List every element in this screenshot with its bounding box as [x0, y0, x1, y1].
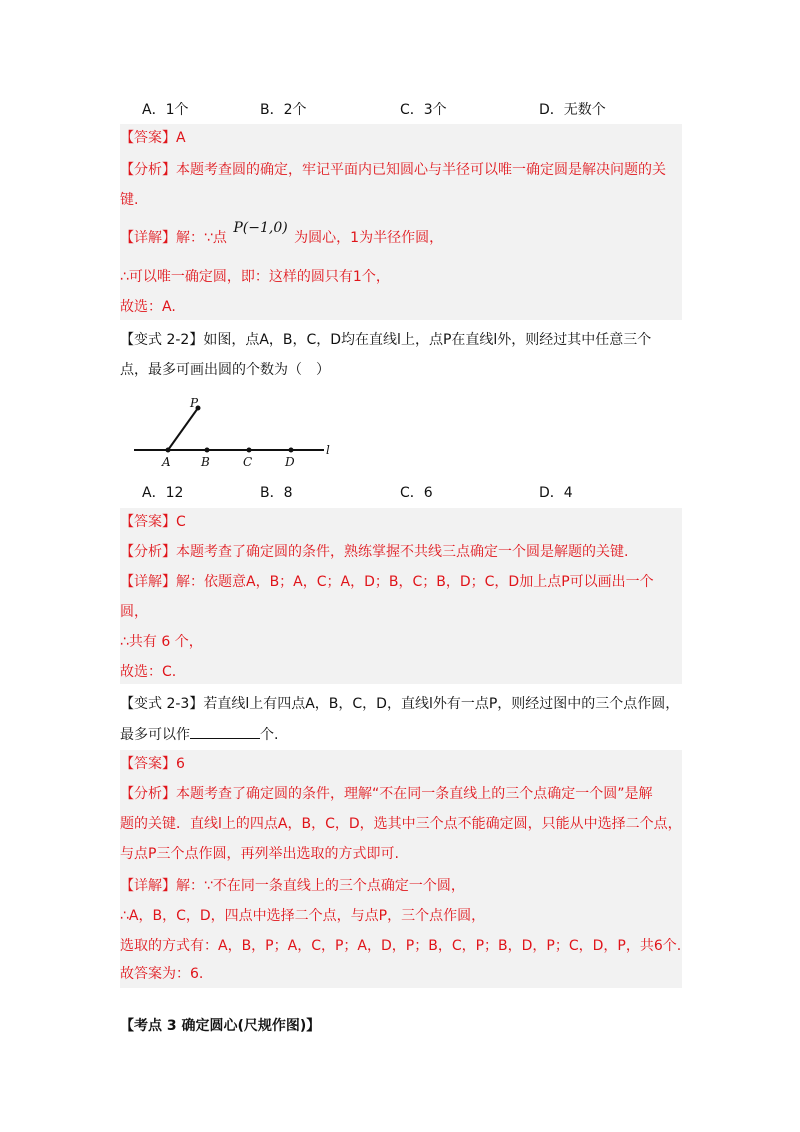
a2-detail-3: ∴共有 6 个， [120, 634, 203, 650]
q1-option-b: B．2个 [260, 102, 307, 118]
point-d [289, 448, 294, 453]
a1-detail-3: 故选：A. [120, 299, 176, 315]
q2-line-2: 点，最多可画出圆的个数为（ ） [120, 362, 330, 378]
label-d: D [285, 455, 295, 469]
q1-option-d: D．无数个 [539, 102, 606, 118]
a1-analysis-1: 【分析】本题考查圆的确定，牢记平面内已知圆心与半径可以唯一确定圆是解决问题的关 [120, 162, 666, 178]
answer-block-1 [120, 124, 682, 320]
a3-answer: 【答案】6 [120, 756, 185, 772]
q3-line-2-prefix: 最多可以作 [120, 727, 190, 743]
answer-block-2 [120, 508, 682, 684]
point-a [166, 448, 171, 453]
a1-detail-1 [120, 220, 444, 248]
label-l: l [326, 443, 330, 457]
a3-analysis-2: 题的关键．直线l上的四点A，B，C，D，选其中三个点不能确定圆，只能从中选择二个点， [120, 816, 682, 832]
a1-detail-suffix: 为圆心，1为半径作圆， [294, 230, 444, 246]
q2-figure [128, 392, 338, 472]
point-b [205, 448, 210, 453]
a3-detail-1: 【详解】解：∵不在同一条直线上的三个点确定一个圆， [120, 878, 465, 894]
q3-line-2 [120, 724, 278, 745]
label-b: B [201, 455, 210, 469]
a1-point-expression: P(−1,0) [233, 220, 288, 236]
section-heading: 【考点 3 确定圆心(尺规作图)】 [120, 1018, 321, 1034]
a2-analysis: 【分析】本题考查了确定圆的条件，熟练掌握不共线三点确定一个圆是解题的关键. [120, 544, 629, 560]
q2-option-b: B．8 [260, 485, 293, 501]
q3-line-1: 【变式 2-3】若直线l上有四点A，B，C，D，直线l外有一点P，则经过图中的三个点作圆， [120, 696, 680, 712]
a2-detail-4: 故选：C. [120, 664, 177, 680]
label-a: A [162, 455, 171, 469]
a2-detail-1: 【详解】解：依题意A，B；A，C；A，D；B，C；B，D；C，D加上点P可以画出一个 [120, 574, 654, 590]
a3-detail-2: ∴A，B，C，D，四点中选择二个点，与点P，三个点作圆， [120, 908, 486, 924]
a3-detail-3: 选取的方式有：A，B，P；A，C，P；A，D，P；B，C，P；B，D，P；C，D，P，共6个. [120, 938, 682, 954]
a3-detail-4: 故答案为：6. [120, 966, 204, 982]
point-c [247, 448, 252, 453]
a1-detail-prefix: 【详解】解：∵点 [120, 230, 227, 246]
q3-line-2-suffix: 个. [260, 727, 279, 743]
q2-option-a: A．12 [142, 485, 184, 501]
label-c: C [243, 455, 253, 469]
a2-answer: 【答案】C [120, 514, 186, 530]
a2-detail-2: 圆， [120, 604, 148, 620]
a1-analysis-2: 键. [120, 192, 139, 208]
a1-detail-2: ∴可以唯一确定圆，即：这样的圆只有1个， [120, 269, 390, 285]
q1-option-a: A．1个 [142, 102, 189, 118]
q2-option-c: C．6 [400, 485, 433, 501]
a3-analysis-1: 【分析】本题考查了确定圆的条件，理解“不在同一条直线上的三个点确定一个圆”是解 [120, 786, 653, 802]
q2-line-1: 【变式 2-2】如图，点A，B，C，D均在直线l上，点P在直线l外，则经过其中任意三个 [120, 332, 652, 348]
label-p: P [190, 396, 199, 410]
answer-blank [190, 724, 260, 739]
a3-analysis-3: 与点P三个点作圆，再列举出选取的方式即可. [120, 846, 399, 862]
q1-option-c: C．3个 [400, 102, 447, 118]
segment-pa [168, 408, 198, 450]
a1-answer: 【答案】A [120, 130, 186, 146]
q2-option-d: D．4 [539, 485, 573, 501]
